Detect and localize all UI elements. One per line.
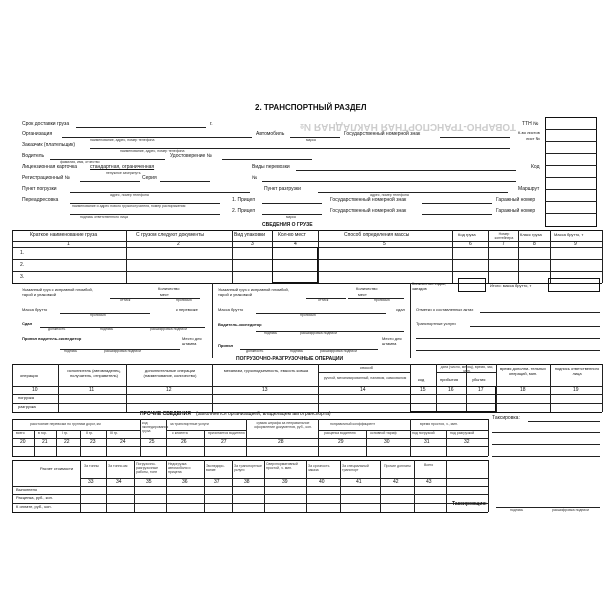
ops-h3: дополнительные операции (наименование, количество): [143, 368, 197, 378]
other-s4: II гр.: [86, 431, 94, 435]
driver-hint: фамилия, имя, отчество: [60, 160, 100, 164]
ops-n12: 12: [166, 387, 172, 393]
cargo-n8: 8: [533, 241, 536, 247]
left-words2: прописью: [90, 313, 106, 317]
other-section-title: ПРОЧИЕ СВЕДЕНИЯ: [140, 411, 191, 417]
ttn-number-box[interactable]: [545, 117, 597, 227]
other-n20: 20: [20, 439, 26, 445]
cargo-h7: Номер контейнера: [494, 232, 514, 240]
trailer2-label: 2. Прицеп: [232, 208, 256, 214]
ops-n11: 11: [89, 387, 95, 393]
other-s8: расценка водителю: [324, 431, 356, 435]
other-h6: время простоя, ч., мин.: [420, 422, 458, 426]
calc-h7: Сверхнормативный простой, ч. мин.: [266, 462, 298, 470]
route-label: Маршрут: [518, 186, 540, 192]
delivery-term-label: Срок доставки груза: [22, 121, 70, 127]
taxation-label: Таксировка:: [492, 415, 520, 421]
calc-label: Расчет стоимости: [40, 466, 74, 471]
right-sig: подпись: [264, 331, 278, 335]
calc-n37: 37: [214, 479, 220, 485]
left-words: прописью: [176, 298, 192, 302]
other-s5: III гр.: [110, 431, 119, 435]
ops-n19: 19: [573, 387, 579, 393]
calc-h10: Прочие доплаты: [384, 464, 411, 468]
left-sigdec: расшифровка подписи: [150, 327, 187, 331]
other-h1: расстояние перевозки по группам дорог, км: [30, 422, 101, 426]
cargo-n6: 6: [469, 241, 472, 247]
right-handed: сдал: [396, 307, 405, 312]
car-hint: марка: [306, 138, 316, 142]
other-s11: под разгрузкой: [450, 431, 475, 435]
other-s1: всего: [16, 431, 25, 435]
card-type-hint: ненужное зачеркнуть: [106, 171, 141, 175]
sheets-label: К-во листов: [518, 130, 540, 135]
reg-no-label: Регистрационный №: [22, 175, 70, 181]
other-section-subtitle: (заполняется организацией, владельцем автотранспорта): [196, 411, 331, 417]
right-places: мест: [358, 292, 367, 297]
other-n30: 30: [384, 439, 390, 445]
cargo-h2: С грузом следуют документы: [136, 232, 204, 238]
calc-n40: 40: [319, 479, 325, 485]
load-hint: адрес, номер телефона: [110, 193, 149, 197]
calc-h6: За транспортные услуги: [234, 464, 262, 472]
ops-sub: ручной, механизированный, наливом, самосвалом: [323, 376, 407, 380]
calc-n35: 35: [146, 479, 152, 485]
cargo-n1: 1: [67, 241, 70, 247]
license-label: Удостоверение №: [170, 153, 213, 159]
readdress-hint: наименование и адрес нового грузополучателя, номер распоряжения: [72, 204, 186, 208]
right-accepted: Принял: [218, 343, 234, 348]
calc-n34: 34: [116, 479, 122, 485]
other-s6: с клиента: [172, 431, 188, 435]
left-seal-text: Указанный груз с исправной пломбой, тарой и упаковкой: [22, 287, 93, 297]
left-sig: подпись: [100, 327, 114, 331]
left-sigdec2: расшифровка подписи: [104, 349, 141, 353]
other-n21: 21: [42, 439, 48, 445]
cargo-n4: 4: [294, 241, 297, 247]
org-hint: наименование, адрес, номер телефона: [90, 138, 155, 142]
ops-h8: убытия: [472, 377, 486, 382]
trailer1-label: 1. Прицеп: [232, 197, 256, 203]
card-type-value: стандартная, ограниченная: [90, 164, 155, 170]
cargo-h3: Вид упаковки: [234, 232, 266, 238]
sheet-no-label: лист №: [526, 136, 540, 141]
ops-n16: 16: [448, 387, 454, 393]
other-n32: 32: [464, 439, 470, 445]
unload-hint: адрес, номер телефона: [370, 193, 409, 197]
cargo-h5: Способ определения массы: [344, 232, 410, 238]
series-label: Серия: [142, 175, 157, 181]
ops-bold-box[interactable]: [410, 386, 496, 412]
ops-n17: 17: [478, 387, 484, 393]
right-sigdec2: расшифровка подписи: [320, 349, 357, 353]
calc-h1: За тонны: [84, 464, 99, 468]
unload-point-label: Пункт разгрузки: [264, 186, 301, 192]
calc-h8: За срочность заказа: [308, 464, 330, 472]
right-stamp: оттиск: [318, 298, 329, 302]
right-words: прописью: [374, 298, 390, 302]
taxer-label: Таксировщик:: [452, 501, 487, 507]
cargo-row-1: 1.: [20, 250, 25, 256]
calc-h9: За специальный транспорт: [342, 464, 369, 472]
other-s9: основной тариф: [370, 431, 397, 435]
code-label: Код: [531, 164, 540, 170]
right-seal-text: Указанный груз с исправной пломбой, тарой и упаковкой: [218, 287, 289, 297]
readdress-label: Переадресовка: [22, 197, 59, 203]
calc-n43: 43: [426, 479, 432, 485]
cargo-h9: Масса брутто, т: [554, 232, 584, 237]
left-places: мест: [160, 292, 169, 297]
calc-n39: 39: [282, 479, 288, 485]
other-n26: 26: [181, 439, 187, 445]
other-n23: 23: [90, 439, 96, 445]
calc-h4: Недогрузка автомобиля и прицепа: [168, 462, 191, 474]
ops-n15: 15: [420, 387, 426, 393]
total-mass-box[interactable]: [548, 278, 600, 292]
trailer-hint: марка: [286, 215, 296, 219]
ops-n14: 14: [360, 387, 366, 393]
other-n29: 29: [338, 439, 344, 445]
cargo-n2: 2: [177, 241, 180, 247]
ops-datetime: дата (число, месяц), время, час, мин.: [440, 365, 494, 373]
calc-h2: За тонно-км: [108, 464, 128, 468]
left-place-stamp: Место для штампа: [182, 336, 202, 346]
riders-label: Количество ездок, заездов: [412, 281, 446, 291]
taxer-hint2: расшифровка подписи: [552, 508, 589, 512]
cargo-n5: 5: [383, 241, 386, 247]
right-sig2: подпись: [290, 349, 304, 353]
other-s3: I гр.: [62, 431, 69, 435]
calc-n41: 41: [356, 479, 362, 485]
cargo-row-3: 3.: [20, 274, 25, 280]
ops-h1: операция: [20, 373, 38, 378]
calc-row-rate: Расценка, руб., коп.: [16, 495, 53, 500]
org-label: Организация: [22, 131, 53, 137]
total-mass-label: Итого: масса брутто, т: [490, 283, 532, 288]
ghost-mirror-text: ТОВАРНО-ТРАНСПОРТНАЯ НАКЛАДНАЯ №: [300, 121, 517, 132]
other-n22: 22: [64, 439, 70, 445]
ops-section-title: ПОГРУЗОЧНО-РАЗГРУЗОЧНЫЕ ОПЕРАЦИИ: [236, 356, 344, 362]
sign-hint: подпись ответственного лица: [80, 215, 128, 219]
transport-types-label: Виды перевозки: [252, 164, 290, 170]
right-sigdec: расшифровка подписи: [300, 331, 337, 335]
ops-row-unload: разгрузка: [18, 404, 36, 409]
other-n28: 28: [278, 439, 284, 445]
left-handed: Сдал: [22, 321, 33, 326]
ops-n10: 10: [32, 387, 38, 393]
cargo-n9: 9: [574, 241, 577, 247]
ops-h10: подпись ответственного лица: [554, 366, 600, 376]
left-stamp: оттиск: [120, 298, 131, 302]
acts-label: Отметки о составленных актах: [416, 307, 474, 312]
left-sig2: подпись: [64, 349, 78, 353]
ops-row-load: погрузка: [18, 395, 34, 400]
right-place-stamp: Место для штампа: [382, 336, 402, 346]
ops-h6: код: [418, 377, 425, 382]
license-card-label: Лицензионная карточка: [22, 164, 78, 170]
customer-hint: наименование, адрес, номер телефона: [120, 149, 185, 153]
other-s7: причитается водителю: [208, 431, 245, 435]
cargo-n7: 7: [502, 241, 505, 247]
cargo-h1: Краткое наименование груза: [30, 232, 98, 238]
page-title: 2. ТРАНСПОРТНЫЙ РАЗДЕЛ: [255, 103, 367, 112]
left-pos: должность: [48, 327, 66, 331]
taxer-hint: подпись: [510, 508, 524, 512]
ops-h7: прибытия: [440, 377, 459, 382]
other-n27: 27: [221, 439, 227, 445]
cargo-h4: Кол-во мест: [278, 232, 306, 238]
number-label: №: [252, 175, 258, 181]
calc-n36: 36: [182, 479, 188, 485]
customer-label: Заказчик (плательщик): [22, 142, 76, 148]
calc-n42: 42: [393, 479, 399, 485]
right-pos: должность: [246, 349, 264, 353]
cargo-h8: Класс груза: [520, 232, 542, 237]
other-s2: в гор.: [38, 431, 47, 435]
left-carry: к перевозке: [176, 307, 198, 312]
left-accepted: Принял водитель-экспедитор: [22, 336, 82, 341]
delivery-year-label: г.: [210, 121, 213, 127]
riders-box[interactable]: [458, 278, 486, 292]
calc-n38: 38: [244, 479, 250, 485]
garage-label: Гаражный номер: [496, 197, 536, 203]
cargo-section-title: СВЕДЕНИЯ О ГРУЗЕ: [262, 222, 313, 228]
calc-n33: 33: [88, 479, 94, 485]
calc-h3: Погрузочно-разгрузочные работы, тонн: [136, 462, 159, 474]
other-n31: 31: [424, 439, 430, 445]
right-driver: Водитель-экспедитор: [218, 322, 262, 327]
cargo-h6: Код груза: [458, 232, 476, 237]
calc-row-pay: К оплате, руб., коп.: [16, 504, 52, 509]
ops-n13: 13: [262, 387, 268, 393]
other-h4: сумма штрафа за неправильное оформление документов, руб., коп.: [254, 421, 312, 429]
calc-row-done: Выполнено: [16, 487, 38, 492]
ttn-label: ТТН №: [522, 121, 539, 127]
gov-plate-label: Государственный номерной знак: [344, 131, 421, 137]
other-s10: под погрузкой: [412, 431, 435, 435]
load-point-label: Пункт погрузки: [22, 186, 57, 192]
places-bold-box[interactable]: [272, 247, 318, 283]
left-gross: Масса брутто: [22, 307, 48, 312]
gov-plate2-label: Государственный номерной знак: [330, 197, 407, 203]
car-label: Автомобиль: [256, 131, 285, 137]
right-words2: прописью: [300, 313, 316, 317]
ops-h4: механизм, грузоподъемность, емкость ковша: [223, 368, 309, 373]
services-label: Транспортные услуги: [416, 321, 456, 326]
ops-h9: время дополни- тельных операций, мин.: [499, 366, 547, 376]
cargo-row-2: 2.: [20, 262, 25, 268]
ops-h5: способ: [360, 365, 373, 370]
other-h3: за транспортные услуги: [170, 422, 209, 426]
right-qty: Количество: [356, 286, 378, 291]
ops-n18: 18: [520, 387, 526, 393]
right-gross: Масса брутто: [218, 307, 244, 312]
garage2-label: Гаражный номер: [496, 208, 536, 214]
other-n24: 24: [120, 439, 126, 445]
gov-plate3-label: Государственный номерной знак: [330, 208, 407, 214]
calc-h11: Всего: [424, 463, 434, 467]
cargo-n3: 3: [251, 241, 254, 247]
calc-h5: Экспедиро-вание: [206, 464, 225, 472]
other-h2: код экспедирования груза: [142, 421, 169, 433]
ops-h2: исполнитель (автовладелец, получатель, отправитель): [67, 368, 121, 378]
driver-label: Водитель: [22, 153, 45, 159]
other-n25: 25: [149, 439, 155, 445]
left-qty: Количество: [158, 286, 180, 291]
other-h5: поправочный коэффициент: [330, 422, 375, 426]
